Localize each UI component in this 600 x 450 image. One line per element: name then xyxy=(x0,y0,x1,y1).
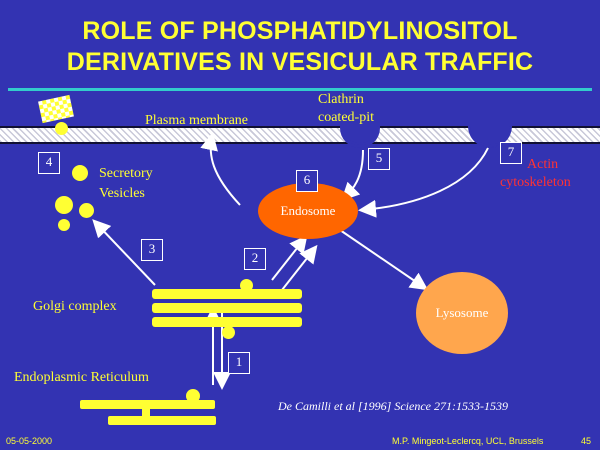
er-cisterna-2 xyxy=(108,416,216,425)
title-divider xyxy=(8,88,592,91)
step-box-1[interactable]: 1 xyxy=(228,352,250,374)
page-title xyxy=(0,16,600,78)
step-box-5[interactable]: 5 xyxy=(368,148,390,170)
clathrin-label-line2: coated-pit xyxy=(318,110,374,125)
secretory-label-line2: Vesicles xyxy=(99,186,145,201)
vesicle-fusing xyxy=(55,122,68,135)
citation: De Camilli et al [1996] Science 271:1533-1539 xyxy=(278,399,508,413)
endosome-label: Endosome xyxy=(280,203,336,218)
secretory-label-line1: Secretory xyxy=(99,166,153,181)
plasma-membrane-label: Plasma membrane xyxy=(145,113,249,128)
golgi-budding-vesicle-top xyxy=(240,279,253,292)
step-box-6[interactable]: 6 xyxy=(296,170,318,192)
vesicle-4 xyxy=(58,219,70,231)
clathrin-label-line1: Clathrin xyxy=(318,92,364,107)
step-box-2[interactable]: 2 xyxy=(244,248,266,270)
footer-page-number: 45 xyxy=(581,436,592,446)
golgi-cisterna-1 xyxy=(152,289,302,299)
coated-pit-gap xyxy=(340,124,380,148)
lysosome-label: Lysosome xyxy=(435,305,489,320)
vesicle-1 xyxy=(72,165,88,181)
vesicle-3 xyxy=(79,203,94,218)
er-connector xyxy=(142,405,150,419)
er-budding-vesicle xyxy=(186,389,200,403)
actin-label-line2: cytoskeleton xyxy=(500,175,571,190)
step-box-7[interactable]: 7 xyxy=(500,142,522,164)
title-line-1: ROLE OF PHOSPHATIDYLINOSITOL xyxy=(82,17,518,45)
step-box-4[interactable]: 4 xyxy=(38,152,60,174)
footer-author: M.P. Mingeot-Leclercq, UCL, Brussels xyxy=(392,436,544,446)
title-line-2: DERIVATIVES IN VESICULAR TRAFFIC xyxy=(66,48,534,76)
golgi-budding-vesicle-bottom xyxy=(222,326,235,339)
golgi-label: Golgi complex xyxy=(33,299,117,314)
vesicle-2 xyxy=(55,196,73,214)
footer-date: 05-05-2000 xyxy=(6,436,53,446)
step-box-3[interactable]: 3 xyxy=(141,239,163,261)
clathrin-coat-patch xyxy=(38,95,74,123)
actin-label-line1: Actin xyxy=(527,157,559,172)
lysosome-shape xyxy=(416,272,508,354)
er-label: Endoplasmic Reticulum xyxy=(14,370,149,385)
golgi-cisterna-2 xyxy=(152,303,302,313)
